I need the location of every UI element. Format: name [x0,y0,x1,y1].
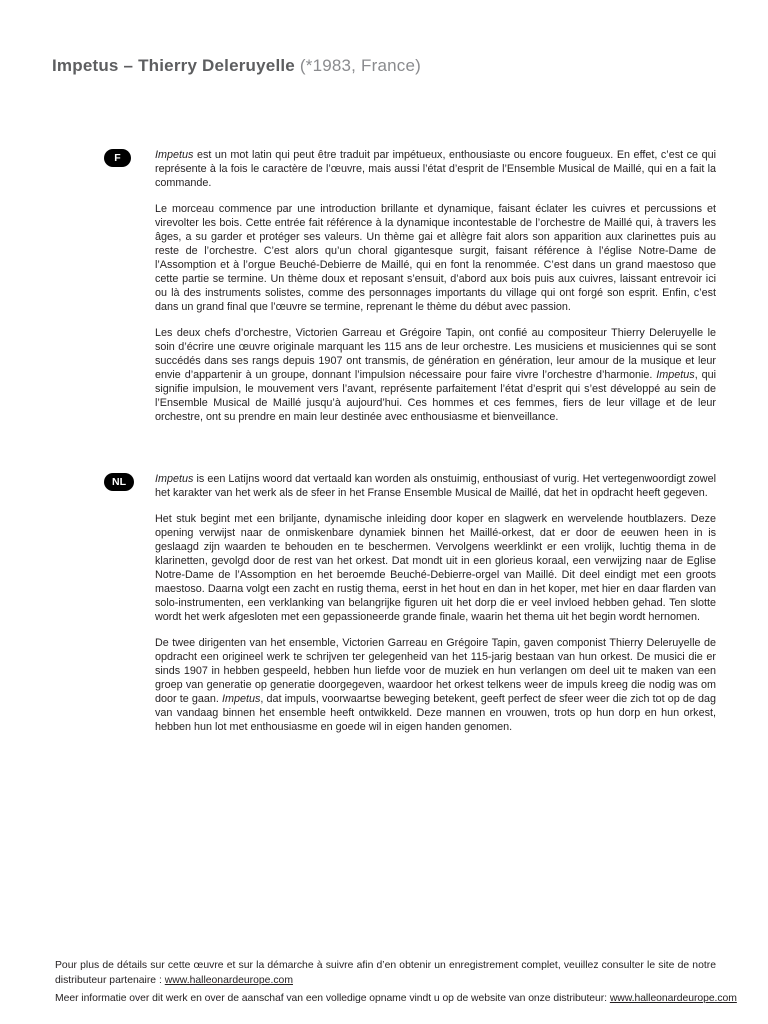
program-notes [52,148,716,734]
page-title [52,56,421,76]
footer-text-nl: Meer informatie over dit werk en over de aanschaf van een volledige opname vindt u op de website van onze distributeur: [55,993,610,1004]
language-badge-nl: NL [104,473,134,491]
paragraph-fr-1: Impetus est un mot latin qui peut être traduit par impétueux, enthousiaste ou encore fougueux. En effet, c’est ce qui représente à la fois le caractère de l’œuvre, mais aussi l’état d’esprit de l’Ensemble Musical de Maillé, qui en a fait la commande. [155,149,716,189]
text-column-nl [155,472,716,734]
footer-note-fr [55,958,716,988]
distributor-link-nl[interactable]: www.halleonardeurope.com [609,993,737,1004]
composer-birth-info: (*1983, France) [294,56,422,75]
paragraph-fr-2: Le morceau commence par une introduction brillante et dynamique, faisant éclater les cuivres et percussions et virevolter les bois. Cette entrée fait référence à la dynamique incontestable de l’orchestre de Maillé qui, à travers les âges, a su garder et protéger ses valeurs. Un thème gai et allègre fait alors son apparition aux clarinettes puis au reste de l’orchestre. C’est alors qu’un choral gigantesque surgit, faisant référence à l’église Notre-Dame de l’Assomption et à l’orgue Beuché-Debierre de Maillé, qui en font la renommée. C’est dans un grand maestoso que cette partie se termine. Un thème doux et reposant s’ensuit, d’abord aux bois puis aux cuivres, laissant entrevoir ici ou là des instruments solistes, comme des personnages importants du village qui ont forgé son esprit. Enfin, c’est dans un grand final que l’œuvre se termine, reprenant le thème du début avec passion. [155,203,716,313]
badge-column-nl [52,472,155,491]
paragraph-nl-1: Impetus is een Latijns woord dat vertaald kan worden als onstuimig, enthousiast of vurig. Het vertegenwoordigt zowel het karakter van het werk als de sfeer in het Franse Ensemble Musical de Maillé, dat het in opdracht heeft gegeven. [155,473,716,499]
footer-text-fr: Pour plus de détails sur cette œuvre et sur la démarche à suivre afin d’en obtenir un enregistrement complet, veuillez consulter le site de notre distributeur partenaire : [55,960,716,986]
paragraph-fr-3: Les deux chefs d’orchestre, Victorien Garreau et Grégoire Tapin, ont confié au compositeur Thierry Deleruyelle le soin d’écrire une œuvre originale marquant les 115 ans de leur orchestre. Les musiciens et musiciennes qui se sont succédés dans ses rangs depuis 1907 ont transmis, de génération en génération, leur amour de la musique et leur envie d’appartenir à un groupe, donnant l’impulsion nécessaire pour faire vivre l’orchestre d’harmonie. Impetus, qui signifie impulsion, le mouvement vers l’avant, représente parfaitement l’état d’esprit qui s’est développé au sein de l’Ensemble Musical de Maillé jusqu’à aujourd’hui. Ces hommes et ces femmes, fiers de leur village et de leur orchestre, ont su prendre en main leur destinée avec enthousiasme et bienveillance. [155,327,716,423]
paragraph-nl-3: De twee dirigenten van het ensemble, Victorien Garreau en Grégoire Tapin, gaven componist Thierry Deleruyelle de opdracht een origineel werk te schrijven ter gelegenheid van het 115-jarig bestaan van hun orkest. De musici die er sinds 1907 in hebben gespeeld, hebben hun liefde voor de muziek en hun verlangen om deel uit te maken van een groep van generatie op generatie doorgegeven, waardoor het orkest telkens weer de impuls kreeg die nodig was om door te gaan. Impetus, dat impuls, voorwaartse beweging betekent, geeft perfect de sfeer weer die zich tot op de dag van vandaag binnen het ensemble heeft ontwikkeld. Deze mannen en vrouwen, trots op hun dorp en hun orkest, hebben hun lot met enthousiasme en goede wil in eigen handen genomen. [155,637,716,733]
text-column-fr [155,148,716,424]
work-title: Impetus – Thierry Deleruyelle [52,56,295,75]
section-french [52,148,716,424]
paragraph-nl-2: Het stuk begint met een briljante, dynamische inleiding door koper en slagwerk en wervelende houtblazers. Deze opening verwijst naar de onmiskenbare dynamiek binnen het Maillé-orkest, dat er door de eeuwen heen in is geslaagd zijn waarden te behouden en te beschermen. Vervolgens weerklinkt er een vrolijk, luchtig thema in de klarinetten, gevolgd door de rest van het orkest. Dat mondt uit in een glorieus koraal, een verwijzing naar de Eglise Notre-Dame de l’Assomption en het beroemde Beuché-Debierre-orgel van Maillé. Dit deel eindigt met een groots maestoso. Daarna volgt een zacht en rustig thema, eerst in het hout en dan in het koper, met hier en daar flarden van solo-instrumenten, een verklanking van belangrijke figuren uit het dorp die er veel invloed hebben gehad. Ten slotte wordt het werk afgesloten met een gepassioneerde grande finale, waarin het thema uit het begin wordt hernomen. [155,513,716,623]
distributor-link-fr[interactable]: www.halleonardeurope.com [164,975,293,986]
language-badge-fr: F [104,149,131,167]
badge-column-fr [52,148,155,167]
section-dutch [52,472,716,734]
footer-note-nl [55,991,737,1006]
footer [55,958,737,1006]
